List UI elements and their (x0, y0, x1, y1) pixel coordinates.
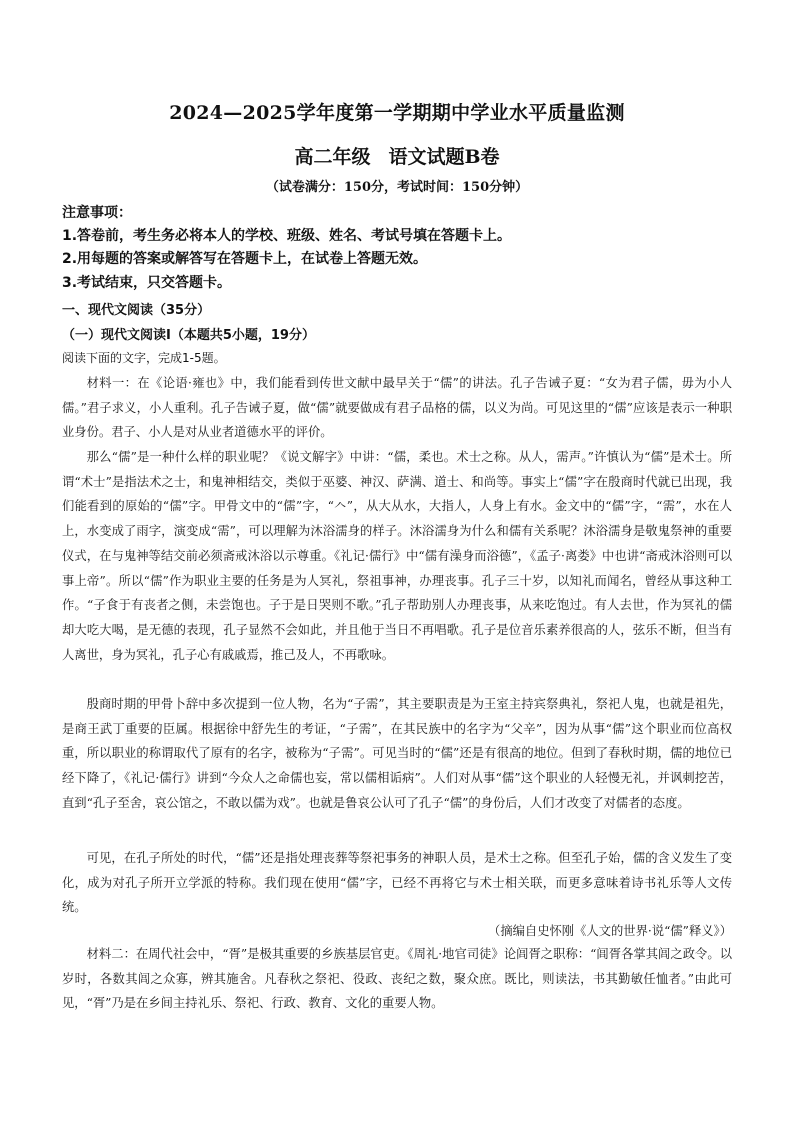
exam-subtitle (0, 142, 794, 169)
article-source: （摘编自史怀刚《人文的世界·说“儒”释义》） (488, 924, 732, 938)
note-item-2: 2.用每题的答案或解答写在答题卡上，在试卷上答题无效。 (62, 251, 428, 267)
article-paragraph-4: 可见，在孔子所处的时代，“儒”还是指处理丧葬等祭祀事务的神职人员，是术士之称。但至孔子始，儒的含义发生了变化，成为对孔子所开立学派的特称。我们现在使用“儒”字，已经不再将它与术士相关联，而更多意味着诗书礼乐等人文传统。 (62, 851, 732, 915)
note-item-1: 1.答卷前，考生务必将本人的学校、班级、姓名、考试号填在答题卡上。 (62, 228, 512, 244)
exam-title: 2024—2025学年度第一学期期中学业水平质量监测 (169, 102, 625, 124)
grade-label: 高二年级 (294, 146, 371, 168)
exam-info: （试卷满分：150分，考试时间：150分钟） (265, 180, 529, 195)
article-paragraph-1: 材料一：在《论语·雍也》中，我们能看到传世文献中最早关于“儒”的讲法。孔子告诫子夏：“女为君子儒，毋为小人儒。”君子求义，小人重利。孔子告诫子夏，做“儒”就要做成有君子品格的儒，以义为尚。可见这里的“儒”应该是表示一种职业身份。君子、小人是对从业者道德水平的评价。 (62, 376, 732, 440)
note-item-3: 3.考试结束，只交答题卡。 (62, 275, 232, 291)
reading-instruction: 阅读下面的文字，完成1-5题。 (62, 351, 226, 365)
article-paragraph-2: 那么“儒”是一种什么样的职业呢？《说文解字》中讲：“儒，柔也。术士之称。从人，需声。”许慎认为“儒”是术士。所谓“术士”是指法术之士，和鬼神相结交，类似于巫婆、神汉、萨满、道士、和尚等。事实上“儒”字在殷商时代就已出现，我们能看到的原始的“儒”字。甲骨文中的“儒”字，“𠆢”，从大从水，大指人，人身上有水。金文中的“儒”字，“需”，水在人上，水变成了雨字，演变成“需”，可以理解为沐浴濡身的样子。沐浴濡身为什么和儒有关系呢？沐浴濡身是敬鬼祭神的重要仪式，在与鬼神等结交前必须斋戒沐浴以示尊重。《礼记·儒行》中“儒有澡身而浴德”，《孟子·离娄》中也讲“斋戒沐浴则可以事上帝”。所以“儒”作为职业主要的任务是为人冥礼，祭祖事神，办理丧事。孔子三十岁，以知礼而闻名，曾经从事这种工作。“子食于有丧者之侧，未尝饱也。子于是日哭则不歌。”孔子帮助别人办理丧事，从来吃饱过。有人去世，作为冥礼的儒却大吃大喝，是无德的表现，孔子显然不会如此，并且他于当日不再唱歌。孔子是位音乐素养很高的人，弦乐不断，但当有人离世，身为冥礼，孔子心有戚戚焉，推己及人，不再歌咏。 (62, 450, 732, 662)
section-heading: 一、现代文阅读（35分） (62, 303, 211, 318)
notes-heading: 注意事项： (62, 205, 132, 221)
material-two-paragraph: 材料二：在周代社会中，“胥”是极其重要的乡族基层官吏。《周礼·地官司徒》论闾胥之职称：“闾胥各掌其闾之政令。以岁时，各数其闾之众寡，辨其施舍。凡春秋之祭祀、役政、丧纪之数，聚众庶。既比，则读法，书其勤敏任恤者。”由此可见，“胥”乃是在乡间主持礼乐、祭祀、行政、教育、文化的重要人物。 (62, 947, 732, 1011)
subsection-heading: （一）现代文阅读Ⅰ（本题共5小题，19分） (62, 328, 315, 343)
article-paragraph-3: 殷商时期的甲骨卜辞中多次提到一位人物，名为“子需”，其主要职责是为王室主持宾祭典礼，祭祀人鬼，也就是祖先，是商王武丁重要的臣属。根据徐中舒先生的考证，“子需”，在其民族中的名字为“父辛”，因为从事“儒”这个职业而位高权重，所以职业的称谓取代了原有的名字，被称为“子需”。可见当时的“儒”还是有很高的地位。但到了春秋时期，儒的地位已经下降了，《礼记·儒行》讲到“今众人之命儒也妄，常以儒相诟病”。人们对从事“儒”这个职业的人轻慢无礼，并讽刺挖苦，直到“孔子至舍，哀公馆之，不敢以儒为戏”。也就是鲁哀公认可了孔子“儒”的身份后，人们才改变了对儒者的态度。 (62, 697, 732, 810)
subject-label: 语文试题B卷 (388, 146, 500, 168)
